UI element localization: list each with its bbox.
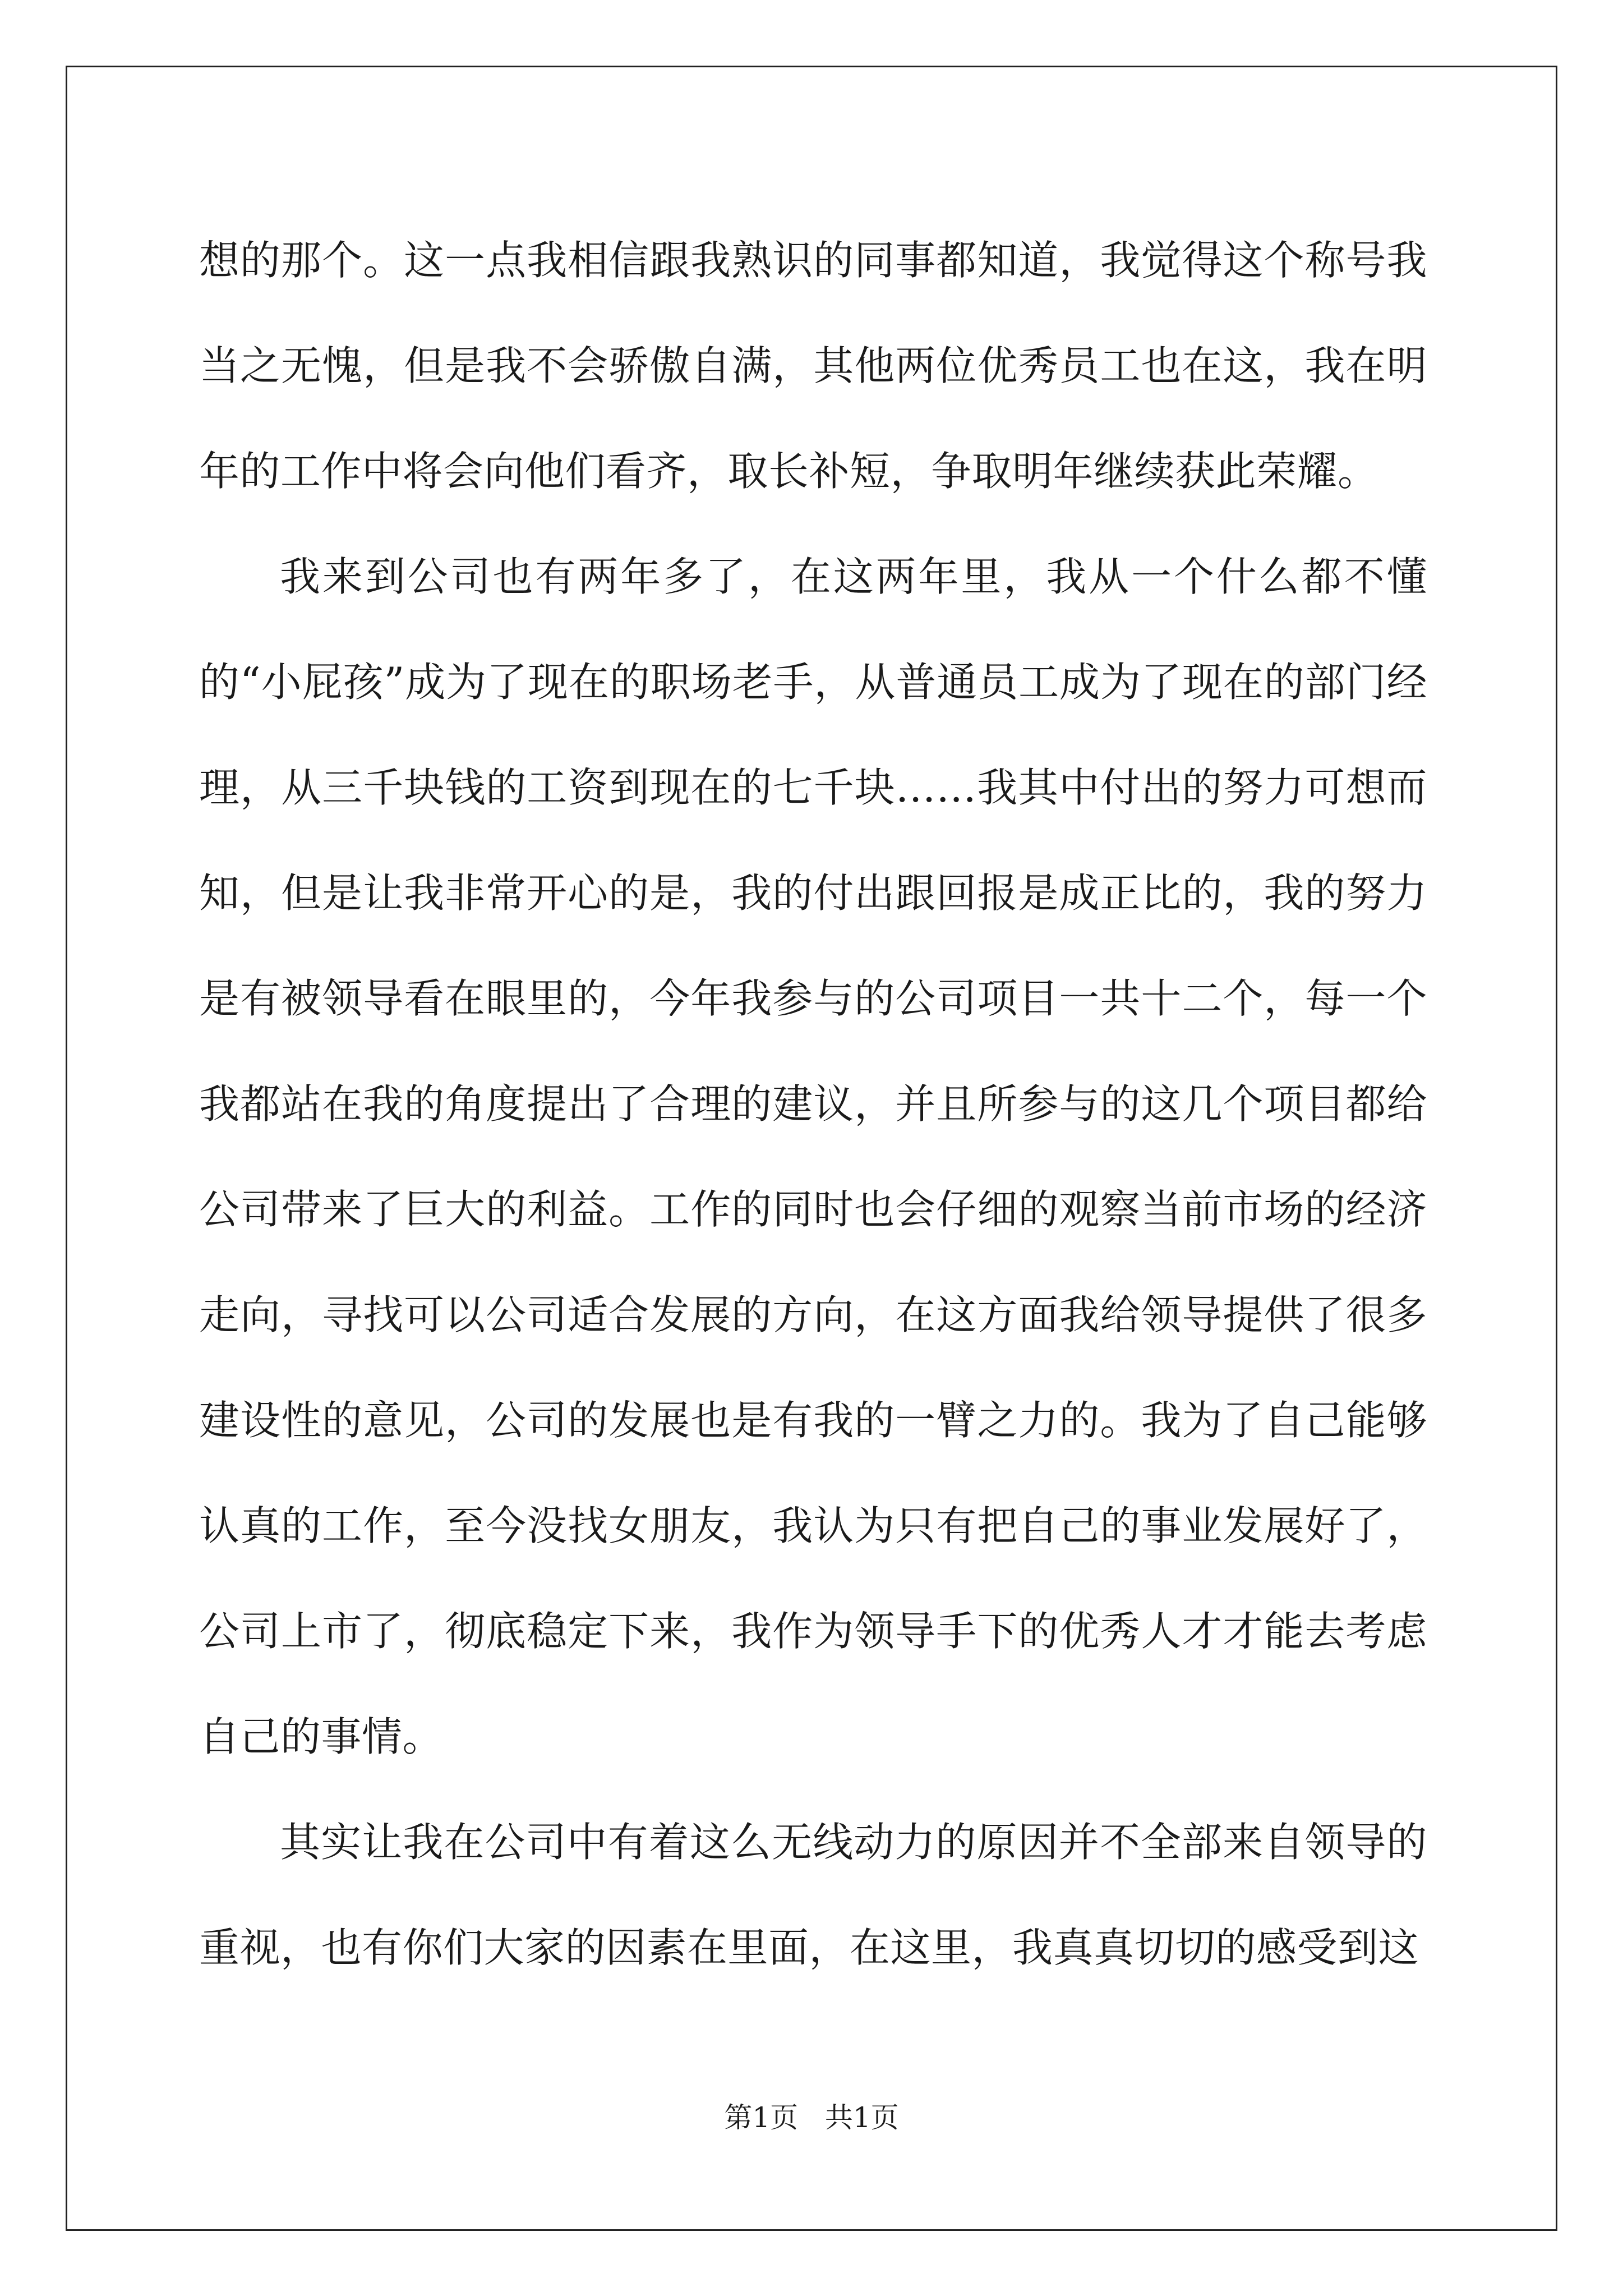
page-footer: 第1页 共1页: [724, 2101, 899, 2134]
paragraph-2: 我来到公司也有两年多了，在这两年里，我从一个什么都不懂的“小屁孩”成为了现在的职场老手，从普通员工成为了现在的部门经理，从三千块钱的工资到现在的七千块……我其中付出的努力可想而知，但是让我非常开心的是，我的付出跟回报是成正比的，我的努力是有被领导看在眼里的，今年我参与的公司项目一共十二个，每一个我都站在我的角度提出了合理的建议，并且所参与的这几个项目都给公司带来了巨大的利益。工作的同时也会仔细的观察当前市场的经济走向，寻找可以公司适合发展的方向，在这方面我给领导提供了很多建设性的意见，公司的发展也是有我的一臂之力的。我为了自己能够认真的工作，至今没找女朋友，我认为只有把自己的事业发展好了，公司上市了，彻底稳定下来，我作为领导手下的优秀人才才能去考虑自己的事情。: [199, 553, 1427, 1760]
paragraph-1: 想的那个。这一点我相信跟我熟识的同事都知道，我觉得这个称号我当之无愧，但是我不会骄傲自满，其他两位优秀员工也在这，我在明年的工作中将会向他们看齐，取长补短，争取明年继续获此荣耀。: [199, 237, 1427, 495]
paragraph-3: 其实让我在公司中有着这么无线动力的原因并不全部来自领导的重视，也有你们大家的因素在里面，在这里，我真真切切的感受到这: [199, 1819, 1427, 1971]
document-body: [199, 208, 1427, 2059]
